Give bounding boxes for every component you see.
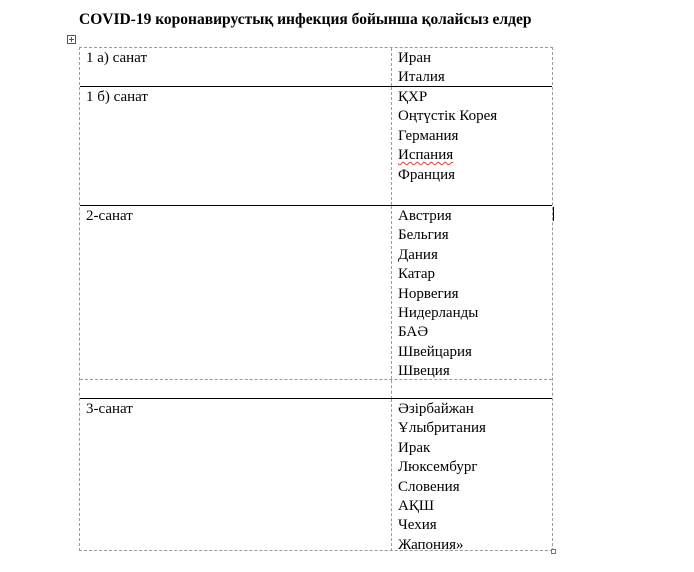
text-cursor xyxy=(553,207,554,221)
column-divider xyxy=(391,380,392,399)
table-row xyxy=(80,205,552,379)
table-row-empty xyxy=(80,379,552,399)
country-item: БАӘ xyxy=(398,324,429,341)
category-cell[interactable]: 1 а) санат xyxy=(86,50,148,66)
column-divider xyxy=(391,48,392,86)
country-item: Ұлыбритания xyxy=(398,420,486,437)
country-item: Бельгия xyxy=(398,227,449,244)
document-title: COVID-19 коронавирустық инфекция бойынша қолайсыз елдер xyxy=(79,11,532,28)
column-divider xyxy=(391,206,392,379)
country-item: Ирак xyxy=(398,439,431,456)
country-item: ҚХР xyxy=(398,89,428,105)
country-item: Иран xyxy=(398,50,432,66)
category-cell[interactable]: 1 б) санат xyxy=(86,89,148,105)
country-item: Швейцария xyxy=(398,343,472,360)
country-item: Франция xyxy=(398,166,455,183)
country-item-misspelled: Испания xyxy=(398,147,454,164)
country-item: Словения xyxy=(398,478,460,495)
country-item: Дания xyxy=(398,246,438,263)
country-item: Чехия xyxy=(398,517,437,534)
country-item: Нидерланды xyxy=(398,304,479,321)
country-item: Катар xyxy=(398,266,435,283)
country-item: Норвегия xyxy=(398,285,459,302)
table-row xyxy=(80,86,552,205)
country-item: АҚШ xyxy=(398,497,434,514)
column-divider xyxy=(391,87,392,205)
table-move-handle-icon[interactable] xyxy=(67,35,76,44)
table-resize-handle-icon[interactable] xyxy=(551,549,556,554)
category-cell[interactable]: 3-санат xyxy=(86,401,133,417)
country-item: Оңтүстік Корея xyxy=(398,108,498,125)
country-item: Италия xyxy=(398,69,445,86)
countries-cell[interactable] xyxy=(398,49,445,88)
country-item: Әзірбайжан xyxy=(398,401,474,417)
column-divider xyxy=(391,399,392,551)
country-item: Люксембург xyxy=(398,459,478,476)
countries-cell[interactable] xyxy=(398,207,478,382)
table-row xyxy=(80,398,552,551)
category-table xyxy=(79,47,553,551)
country-item: Швеция xyxy=(398,363,450,380)
countries-cell[interactable] xyxy=(398,400,486,555)
country-item: Жапония» xyxy=(398,536,464,553)
country-item: Австрия xyxy=(398,208,452,224)
countries-cell[interactable] xyxy=(398,88,497,185)
table-row xyxy=(80,48,552,86)
category-cell[interactable]: 2-санат xyxy=(86,208,133,224)
country-item: Германия xyxy=(398,127,459,144)
